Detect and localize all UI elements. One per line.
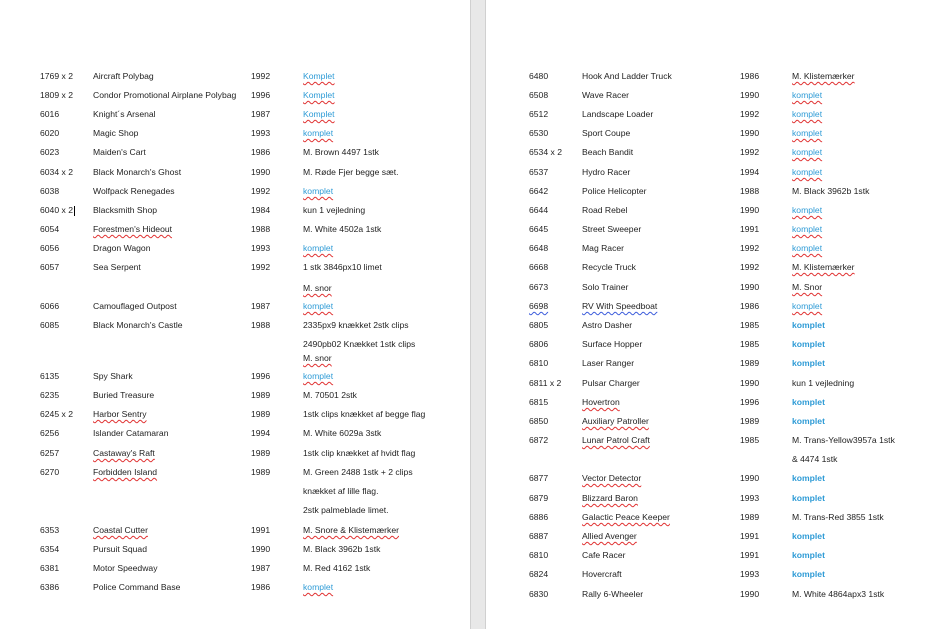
set-year: 1991 [740, 550, 760, 560]
table-row [0, 88, 470, 102]
set-note: M. snor [303, 353, 332, 363]
set-year: 1986 [251, 582, 271, 592]
set-year: 1990 [251, 544, 271, 554]
table-row [0, 281, 470, 295]
set-name: Cafe Racer [582, 550, 626, 560]
table-row [0, 318, 470, 332]
table-row [486, 299, 943, 313]
set-name: Dragon Wagon [93, 243, 151, 253]
table-row [0, 388, 470, 402]
set-year: 1989 [251, 467, 271, 477]
table-row [0, 465, 470, 479]
set-year: 1990 [740, 378, 760, 388]
set-note: komplet [303, 582, 334, 592]
set-note: M. White 4502a 1stk [303, 224, 382, 234]
set-note: komplet [792, 531, 825, 541]
table-row [486, 260, 943, 274]
set-name: Blacksmith Shop [93, 205, 158, 215]
table-row [486, 567, 943, 581]
set-year: 1994 [251, 428, 271, 438]
set-name: Harbor Sentry [93, 409, 147, 419]
set-year: 1984 [251, 205, 271, 215]
set-year: 1993 [740, 569, 760, 579]
set-name: Astro Dasher [582, 320, 633, 330]
set-number: 6235 [40, 390, 60, 400]
set-number: 6644 [529, 205, 549, 215]
table-row [486, 126, 943, 140]
set-name: Wave Racer [582, 90, 629, 100]
set-name: Vector Detector [582, 473, 642, 483]
set-name: Police Helicopter [582, 186, 647, 196]
set-number: 6810 [529, 358, 549, 368]
set-name: Solo Trainer [582, 282, 629, 292]
set-note: 1stk clip knækket af hvidt flag [303, 448, 416, 458]
set-number: 6824 [529, 569, 549, 579]
table-row [0, 407, 470, 421]
set-note: komplet [303, 301, 334, 311]
set-name: Black Monarch's Ghost [93, 167, 182, 177]
set-note: kun 1 vejledning [792, 378, 855, 388]
set-note: & 4474 1stk [792, 454, 838, 464]
set-year: 1990 [740, 589, 760, 599]
set-year: 1987 [251, 563, 271, 573]
set-year: 1986 [740, 71, 760, 81]
set-note: Komplet [303, 109, 335, 119]
set-year: 1988 [251, 320, 271, 330]
set-number: 6056 [40, 243, 60, 253]
set-number: 6850 [529, 416, 549, 426]
table-row [0, 69, 470, 83]
set-number: 1769 x 2 [40, 71, 73, 81]
set-number: 6815 [529, 397, 549, 407]
table-row [0, 503, 470, 517]
set-note: M. Klistemærker [792, 71, 855, 81]
set-year: 1987 [251, 109, 271, 119]
set-number: 6034 x 2 [40, 167, 73, 177]
table-row [0, 561, 470, 575]
set-number: 6886 [529, 512, 549, 522]
set-number: 6245 x 2 [40, 409, 73, 419]
table-row [0, 203, 470, 217]
table-row [0, 369, 470, 383]
table-row [486, 241, 943, 255]
set-name: Auxiliary Patroller [582, 416, 649, 426]
text-cursor [74, 206, 75, 216]
set-number: 6830 [529, 589, 549, 599]
set-name: Police Command Base [93, 582, 181, 592]
set-year: 1989 [251, 390, 271, 400]
set-year: 1986 [251, 147, 271, 157]
set-number: 6887 [529, 531, 549, 541]
set-year: 1990 [251, 167, 271, 177]
set-note: komplet [792, 224, 823, 234]
set-number: 6020 [40, 128, 60, 138]
set-name: Islander Catamaran [93, 428, 169, 438]
table-row [486, 337, 943, 351]
set-note: komplet [792, 147, 823, 157]
table-row [486, 280, 943, 294]
set-year: 1992 [740, 109, 760, 119]
set-number: 6040 x 2 [40, 205, 73, 215]
set-name: Sport Coupe [582, 128, 631, 138]
set-number: 6480 [529, 71, 549, 81]
set-number: 6508 [529, 90, 549, 100]
set-year: 1989 [740, 512, 760, 522]
set-name: Black Monarch's Castle [93, 320, 183, 330]
set-name: Magic Shop [93, 128, 139, 138]
set-name: Hook And Ladder Truck [582, 71, 672, 81]
set-note: komplet [792, 493, 825, 503]
set-number: 6806 [529, 339, 549, 349]
table-row [0, 241, 470, 255]
set-number: 6642 [529, 186, 549, 196]
set-name: Knight´s Arsenal [93, 109, 156, 119]
set-year: 1992 [251, 71, 271, 81]
set-note: komplet [792, 550, 825, 560]
set-name: Allied Avenger [582, 531, 637, 541]
table-row [0, 107, 470, 121]
set-name: Forestmen's Hideout [93, 224, 173, 234]
table-row [0, 126, 470, 140]
set-year: 1993 [251, 243, 271, 253]
set-name: Blizzard Baron [582, 493, 638, 503]
set-number: 1809 x 2 [40, 90, 73, 100]
set-name: Motor Speedway [93, 563, 158, 573]
set-name: Maiden's Cart [93, 147, 146, 157]
set-note: M. Brown 4497 1stk [303, 147, 379, 157]
set-year: 1996 [251, 90, 271, 100]
set-number: 6668 [529, 262, 549, 272]
set-note: komplet [303, 186, 334, 196]
table-row [486, 414, 943, 428]
set-note: komplet [792, 167, 823, 177]
set-number: 6353 [40, 525, 60, 535]
set-year: 1985 [740, 339, 760, 349]
table-row [486, 356, 943, 370]
set-note: komplet [792, 205, 823, 215]
set-name: Wolfpack Renegades [93, 186, 175, 196]
set-note: M. Klistemærker [792, 262, 855, 272]
set-note: komplet [303, 243, 334, 253]
table-row [486, 184, 943, 198]
table-row [486, 529, 943, 543]
table-row [486, 145, 943, 159]
table-row [486, 548, 943, 562]
set-name: Aircraft Polybag [93, 71, 154, 81]
set-note: komplet [792, 473, 825, 483]
set-year: 1992 [740, 243, 760, 253]
set-note: 2335px9 knækket 2stk clips [303, 320, 409, 330]
set-year: 1992 [251, 262, 271, 272]
set-year: 1996 [251, 371, 271, 381]
set-year: 1990 [740, 282, 760, 292]
set-year: 1994 [740, 167, 760, 177]
set-name: Surface Hopper [582, 339, 643, 349]
set-year: 1996 [740, 397, 760, 407]
set-note: 2stk palmeblade limet. [303, 505, 389, 515]
set-name: Laser Ranger [582, 358, 635, 368]
set-name: Camouflaged Outpost [93, 301, 177, 311]
set-name: Road Rebel [582, 205, 628, 215]
table-row [0, 184, 470, 198]
set-year: 1990 [740, 473, 760, 483]
table-row [486, 69, 943, 83]
set-year: 1986 [740, 301, 760, 311]
set-name: Hovertron [582, 397, 620, 407]
set-number: 6673 [529, 282, 549, 292]
set-year: 1985 [740, 435, 760, 445]
set-note: komplet [303, 371, 334, 381]
table-row [486, 433, 943, 447]
set-note: knækket af lille flag. [303, 486, 379, 496]
table-row [0, 446, 470, 460]
set-note: M. 70501 2stk [303, 390, 357, 400]
set-name: Buried Treasure [93, 390, 155, 400]
page-gap [470, 0, 486, 629]
set-name: Coastal Cutter [93, 525, 148, 535]
set-note: komplet [792, 320, 825, 330]
set-year: 1990 [740, 90, 760, 100]
set-name: Condor Promotional Airplane Polybag [93, 90, 237, 100]
set-number: 6066 [40, 301, 60, 311]
set-note: komplet [792, 569, 825, 579]
set-name: Lunar Patrol Craft [582, 435, 650, 445]
set-note: komplet [792, 301, 823, 311]
set-note: M. Snore & Klistemærker [303, 525, 399, 535]
set-number: 6811 x 2 [529, 378, 562, 388]
table-row [486, 510, 943, 524]
table-row [0, 542, 470, 556]
table-row [486, 165, 943, 179]
set-note: M. Red 4162 1stk [303, 563, 371, 573]
set-note: M. Snor [792, 282, 823, 292]
table-row [0, 426, 470, 440]
set-note: komplet [792, 90, 823, 100]
table-row [486, 88, 943, 102]
set-name: Castaway's Raft [93, 448, 155, 458]
table-row [0, 523, 470, 537]
set-year: 1988 [740, 186, 760, 196]
set-number: 6530 [529, 128, 549, 138]
set-note: komplet [792, 358, 825, 368]
set-year: 1992 [740, 147, 760, 157]
table-row [0, 299, 470, 313]
set-year: 1993 [740, 493, 760, 503]
set-year: 1992 [251, 186, 271, 196]
set-year: 1989 [251, 448, 271, 458]
set-number: 6057 [40, 262, 60, 272]
set-note: komplet [792, 243, 823, 253]
set-note: M. Black 3962b 1stk [792, 186, 870, 196]
set-note: kun 1 vejledning [303, 205, 366, 215]
set-number: 6270 [40, 467, 60, 477]
set-name: Hovercraft [582, 569, 622, 579]
set-year: 1991 [251, 525, 271, 535]
set-number: 6381 [40, 563, 60, 573]
set-note: Komplet [303, 71, 335, 81]
document-page-right[interactable] [486, 0, 943, 629]
set-note: M. Trans-Yellow3957a 1stk [792, 435, 895, 445]
set-note: 1 stk 3846px10 limet [303, 262, 382, 272]
set-name: Forbidden Island [93, 467, 158, 477]
set-note: Komplet [303, 90, 335, 100]
set-name: Spy Shark [93, 371, 133, 381]
set-name: Rally 6-Wheeler [582, 589, 644, 599]
set-number: 6534 x 2 [529, 147, 562, 157]
table-row [486, 491, 943, 505]
set-number: 6354 [40, 544, 60, 554]
set-number: 6877 [529, 473, 549, 483]
set-year: 1990 [740, 128, 760, 138]
set-year: 1991 [740, 531, 760, 541]
set-number: 6810 [529, 550, 549, 560]
set-note: komplet [303, 128, 334, 138]
set-year: 1991 [740, 224, 760, 234]
set-note: M. snor [303, 283, 332, 293]
table-row [486, 471, 943, 485]
set-name: Pulsar Charger [582, 378, 640, 388]
set-year: 1992 [740, 262, 760, 272]
table-row [0, 222, 470, 236]
set-number: 6038 [40, 186, 60, 196]
set-note: M. Trans-Red 3855 1stk [792, 512, 884, 522]
set-name: Beach Bandit [582, 147, 634, 157]
set-number: 6698 [529, 301, 549, 311]
set-number: 6085 [40, 320, 60, 330]
set-note: M. Black 3962b 1stk [303, 544, 381, 554]
table-row [0, 145, 470, 159]
set-number: 6023 [40, 147, 60, 157]
set-number: 6537 [529, 167, 549, 177]
set-note: 2490pb02 Knækket 1stk clips [303, 339, 416, 349]
set-number: 6512 [529, 109, 549, 119]
set-note: komplet [792, 416, 825, 426]
set-year: 1988 [251, 224, 271, 234]
table-row [486, 107, 943, 121]
set-year: 1989 [251, 409, 271, 419]
set-number: 6386 [40, 582, 60, 592]
set-number: 6256 [40, 428, 60, 438]
table-row [0, 580, 470, 594]
table-row [0, 337, 470, 351]
set-note: M. White 4864apx3 1stk [792, 589, 885, 599]
set-name: Mag Racer [582, 243, 625, 253]
set-number: 6135 [40, 371, 60, 381]
set-number: 6879 [529, 493, 549, 503]
set-note: M. White 6029a 3stk [303, 428, 382, 438]
set-number: 6257 [40, 448, 60, 458]
set-name: RV With Speedboat [582, 301, 658, 311]
set-name: Galactic Peace Keeper [582, 512, 670, 522]
table-row [486, 452, 943, 466]
set-name: Recycle Truck [582, 262, 636, 272]
set-note: M. Green 2488 1stk + 2 clips [303, 467, 413, 477]
table-row [486, 318, 943, 332]
set-year: 1987 [251, 301, 271, 311]
table-row [486, 395, 943, 409]
set-note: komplet [792, 397, 825, 407]
table-row [486, 222, 943, 236]
set-name: Sea Serpent [93, 262, 141, 272]
set-note: 1stk clips knækket af begge flag [303, 409, 426, 419]
set-year: 1989 [740, 358, 760, 368]
table-row [0, 351, 470, 365]
set-name: Hydro Racer [582, 167, 631, 177]
table-row [486, 587, 943, 601]
set-year: 1989 [740, 416, 760, 426]
set-name: Pursuit Squad [93, 544, 147, 554]
table-row [0, 165, 470, 179]
set-number: 6645 [529, 224, 549, 234]
document-page-left[interactable] [0, 0, 470, 629]
set-name: Landscape Loader [582, 109, 654, 119]
set-number: 6016 [40, 109, 60, 119]
set-note: M. Røde Fjer begge sæt. [303, 167, 399, 177]
set-note: komplet [792, 339, 825, 349]
table-row [486, 376, 943, 390]
set-note: komplet [792, 109, 823, 119]
table-row [0, 260, 470, 274]
set-number: 6872 [529, 435, 549, 445]
set-note: komplet [792, 128, 823, 138]
table-row [486, 203, 943, 217]
set-year: 1993 [251, 128, 271, 138]
set-name: Street Sweeper [582, 224, 642, 234]
table-row [0, 484, 470, 498]
set-number: 6054 [40, 224, 60, 234]
set-number: 6805 [529, 320, 549, 330]
set-number: 6648 [529, 243, 549, 253]
set-year: 1990 [740, 205, 760, 215]
set-year: 1985 [740, 320, 760, 330]
